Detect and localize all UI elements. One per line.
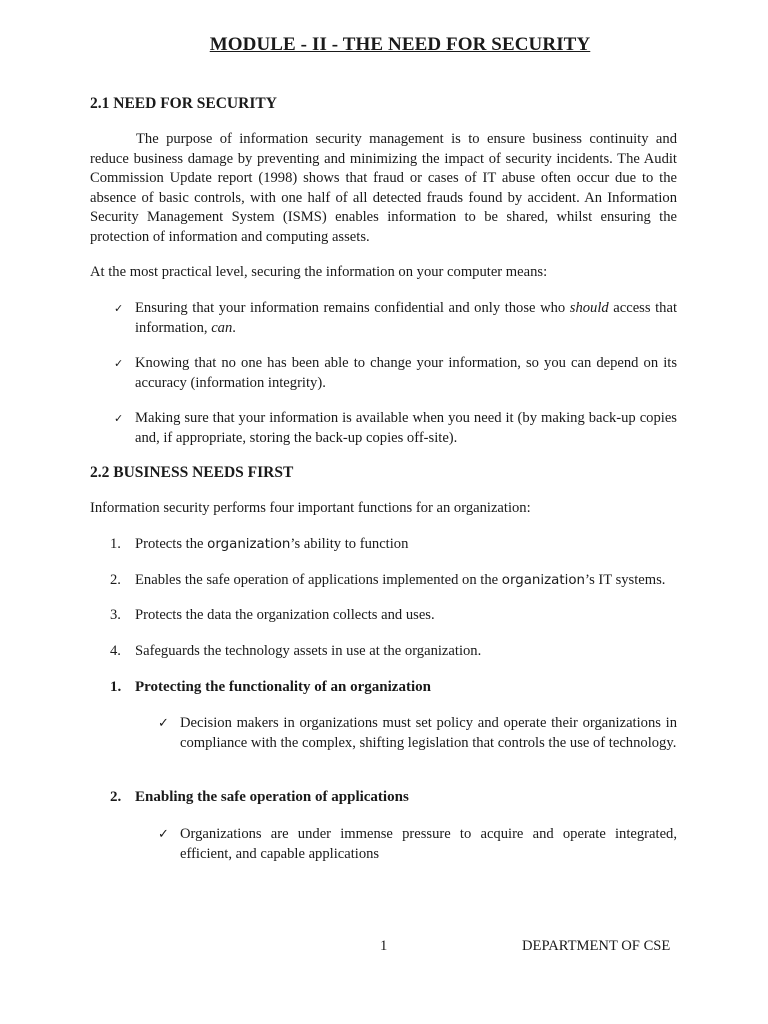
check-icon: ✓ — [114, 302, 124, 315]
check-item-confidential: ✓ Ensuring that your information remains confidential and only those who should access that information, can. — [114, 300, 677, 336]
paragraph-purpose: The purpose of information security management is to ensure business continuity and reduce business damage by preventing and minimizing the impact of security incidents. The Audit Commission Update report (1998) shows that fraud or cases of IT abuse often occur due to the absence of basic controls, with one half of all detected frauds found by accident. An Information Security Management System (ISMS) enables information to be shared, whilst ensuring the protection of information and computing assets. — [90, 131, 677, 245]
check-item-integrity: ✓ Knowing that no one has been able to change your information, so you can depend on its accuracy (information integrity). — [114, 355, 677, 391]
check-item-organizations-pressure: ✓ Organizations are under immense pressure to acquire and operate integrated, efficient, and capable applications — [158, 826, 677, 862]
section-heading-2-1: 2.1 NEED FOR SECURITY — [90, 95, 277, 112]
check-item-availability: ✓ Making sure that your information is available when you need it (by making back-up copies and, if appropriate, storing the back-up copies off-site). — [114, 410, 677, 446]
check-icon: ✓ — [158, 827, 169, 842]
subheading-safe-operation: 2. Enabling the safe operation of applications — [110, 789, 409, 805]
list-item-3: 3. Protects the data the organization collects and uses. — [110, 607, 435, 623]
list-item-4: 4. Safeguards the technology assets in use at the organization. — [110, 643, 482, 659]
paragraph-four-functions: Information security performs four important functions for an organization: — [90, 500, 531, 516]
check-icon: ✓ — [158, 716, 169, 731]
check-item-decision-makers: ✓ Decision makers in organizations must set policy and operate their organizations in compliance with the complex, shifting legislation that controls the use of technology. — [158, 715, 677, 751]
paragraph-practical-level: At the most practical level, securing the information on your computer means: — [90, 264, 548, 280]
list-item-1: 1. Protects the organization’s ability to function — [110, 536, 409, 552]
subheading-functionality: 1. Protecting the functionality of an organization — [110, 679, 431, 695]
section-heading-2-2: 2.2 BUSINESS NEEDS FIRST — [90, 464, 294, 481]
page-number: 1 — [380, 938, 388, 954]
list-item-2: 2. Enables the safe operation of applications implemented on the organization’s IT systems. — [110, 572, 666, 588]
footer-department: DEPARTMENT OF CSE — [522, 938, 671, 954]
page-title: MODULE - II - THE NEED FOR SECURITY — [209, 34, 591, 55]
check-icon: ✓ — [114, 357, 124, 370]
check-icon: ✓ — [114, 412, 124, 425]
